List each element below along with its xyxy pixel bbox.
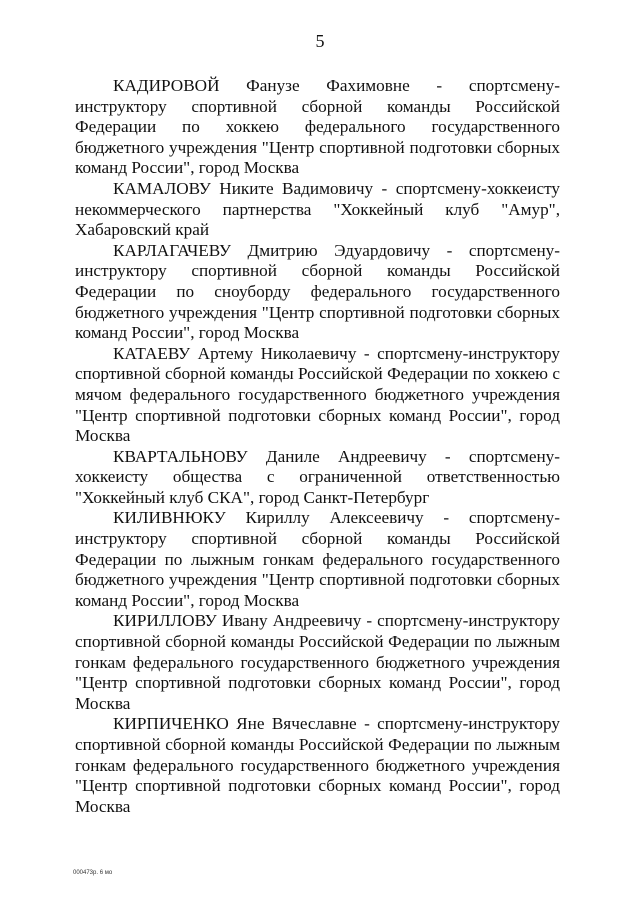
list-item: КИЛИВНЮКУ Кириллу Алексеевичу - спортсмену-инструктору спортивной сборной команды Российской Федерации по лыжным гонкам федерального государственного бюджетного учреждения "Центр спортивной подготовки сборных команд России", город Москва bbox=[75, 508, 560, 610]
list-item: КВАРТАЛЬНОВУ Даниле Андреевичу - спортсмену-хоккеисту общества с ограниченной ответственностью "Хоккейный клуб СКА", город Санкт-Петербург bbox=[75, 446, 560, 507]
document-body bbox=[75, 76, 560, 817]
list-item: КАМАЛОВУ Никите Вадимовичу - спортсмену-хоккеисту некоммерческого партнерства "Хоккейный клуб "Амур", Хабаровский край bbox=[75, 178, 560, 240]
page-number: 5 bbox=[315, 31, 325, 51]
list-item: КАДИРОВОЙ Фанузе Фахимовне - спортсмену-инструктору спортивной сборной команды Российской Федерации по хоккею федерального государственного бюджетного учреждения "Центр спортивной подготовки сборных команд России", город Москва bbox=[75, 76, 560, 178]
footer-code: 000473р. 6 мо bbox=[73, 870, 113, 876]
list-item: КАРЛАГАЧЕВУ Дмитрию Эдуардовичу - спортсмену-инструктору спортивной сборной команды Российской Федерации по сноуборду федерального государственного бюджетного учреждения "Центр спортивной подготовки сборных команд России", город Москва bbox=[75, 240, 560, 343]
list-item: КИРПИЧЕНКО Яне Вячеславне - спортсмену-инструктору спортивной сборной команды Российской Федерации по лыжным гонкам федерального государственного бюджетного учреждения "Центр спортивной подготовки сборных команд России", город Москва bbox=[75, 714, 560, 816]
list-item: КИРИЛЛОВУ Ивану Андреевичу - спортсмену-инструктору спортивной сборной команды Российской Федерации по лыжным гонкам федерального государственного бюджетного учреждения "Центр спортивной подготовки сборных команд России", город Москва bbox=[75, 611, 560, 713]
list-item: КАТАЕВУ Артему Николаевичу - спортсмену-инструктору спортивной сборной команды Российской Федерации по хоккею с мячом федерального государственного бюджетного учреждения "Центр спортивной подготовки сборных команд России", город Москва bbox=[75, 343, 560, 446]
